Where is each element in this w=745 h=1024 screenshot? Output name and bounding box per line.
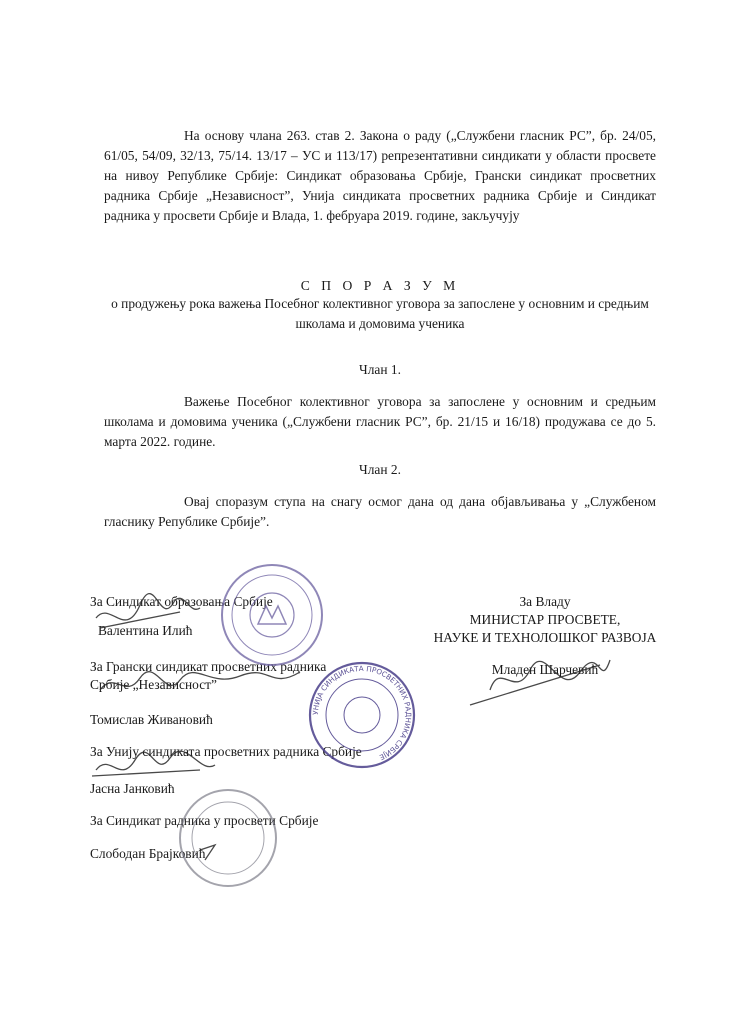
signatory-2-name: Томислав Живановић — [90, 712, 213, 727]
intro-paragraph: На основу члана 263. став 2. Закона о раду („Службени гласник РС”, бр. 24/05, 61/05, 54/09, 32/13, 75/14. 13/17 – УС и 113/17) репрезентативни синдикати у области просвете на нивоу Републике Србије: Синдикат образовања Србије, Грански синдикат просветних радника Србије „Независност”, Унија синдиката просветних радника Србије и Синдикат радника у просвети Србије и Влада, 1. фебруара 2019. године, закључују — [104, 128, 656, 223]
document-title: С П О Р А З У М — [300, 278, 460, 293]
government-for: За Владу — [519, 594, 571, 609]
signatory-4-org: За Синдикат радника у просвети Србије — [90, 813, 319, 828]
article-1-heading: Члан 1. — [359, 362, 401, 377]
article-1-text: Важење Посебног колективног уговора за запослене у основним и средњим школама и домовима ученика („Службени гласник РС”, бр. 21/15 и 16/18) продужава се до 5. марта 2022. године. — [104, 394, 656, 449]
stamp-1-icon — [222, 565, 322, 665]
document-subtitle: о продужењу рока важења Посебног колективног уговора за запослене у основним и средњим школама и домовима ученика — [111, 296, 649, 331]
signatory-4-name: Слободан Брајковић — [90, 846, 206, 861]
signature-scribbles-icon — [92, 594, 610, 860]
signatory-2-org-line1: За Грански синдикат просветних радника — [90, 659, 327, 674]
article-2-heading: Члан 2. — [359, 462, 401, 477]
stamp-union-text: УНИЈА СИНДИКАТА ПРОСВЕТНИХ РАДНИКА СРБИЈЕ — [310, 663, 414, 763]
government-title-line1: МИНИСТАР ПРОСВЕТЕ, — [469, 612, 621, 627]
signatory-1-name: Валентина Илић — [98, 623, 193, 638]
government-signer-name: Младен Шарчевић — [491, 662, 599, 677]
stamp-3-icon — [180, 790, 276, 886]
government-title-line2: НАУКЕ И ТЕХНОЛОШКОГ РАЗВОЈА — [433, 630, 657, 645]
signatory-1-org: За Синдикат образовања Србије — [90, 594, 273, 609]
signatory-3-name: Јасна Јанковић — [90, 781, 175, 796]
stamp-union-icon — [310, 663, 414, 767]
signatory-2-org-line2: Србије „Независност” — [90, 677, 217, 692]
signatory-3-org: За Унију синдиката просветних радника Србије — [90, 744, 362, 759]
article-2-text: Овај споразум ступа на снагу осмог дана од дана објављивања у „Службеном гласнику Републике Србије”. — [104, 494, 656, 529]
